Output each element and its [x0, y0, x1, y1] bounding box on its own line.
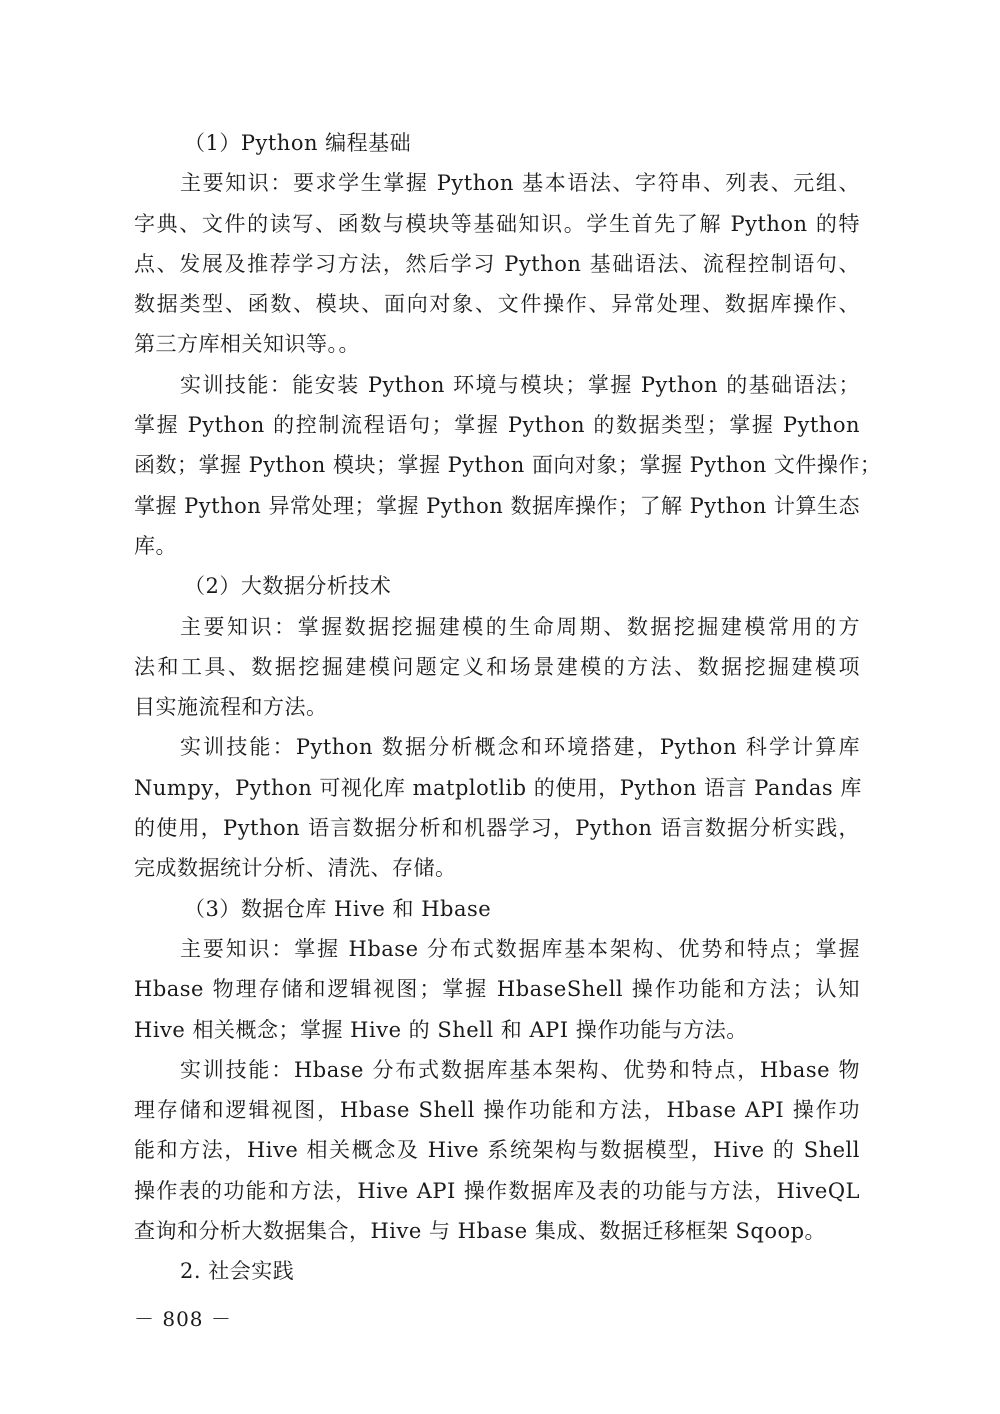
paragraph-bigdata-skills [134, 727, 860, 888]
text-line: 能和方法，Hive 相关概念及 Hive 系统架构与数据模型，Hive 的 Shell [134, 1138, 860, 1163]
paragraph-hive-knowledge [134, 929, 860, 1050]
text-line: 理存储和逻辑视图，Hbase Shell 操作功能和方法，Hbase API 操作功 [134, 1098, 860, 1123]
text-line: 函数；掌握 Python 模块；掌握 Python 面向对象；掌握 Python 文件操作； [134, 453, 882, 478]
page-number: － 808 － [134, 1307, 232, 1331]
paragraph-bigdata-knowledge [134, 607, 860, 728]
text-line: 主要知识：掌握数据挖掘建模的生命周期、数据挖掘建模常用的方 [180, 614, 860, 639]
text-line: 掌握 Python 的控制流程语句；掌握 Python 的数据类型；掌握 Python [134, 413, 860, 438]
section-heading-hive-hbase: （3）数据仓库 Hive 和 Hbase [184, 896, 492, 921]
text-line: Hbase 物理存储和逻辑视图；掌握 HbaseShell 操作功能和方法；认知 [134, 977, 860, 1002]
text-line: 掌握 Python 异常处理；掌握 Python 数据库操作；了解 Python 计算生态 [134, 493, 860, 518]
text-line: 点、发展及推荐学习方法，然后学习 Python 基础语法、流程控制语句、 [134, 251, 860, 276]
text-line: 实训技能：能安装 Python 环境与模块；掌握 Python 的基础语法； [180, 372, 860, 397]
text-line: 完成数据统计分析、清洗、存储。 [134, 856, 457, 881]
text-line: 查询和分析大数据集合，Hive 与 Hbase 集成、数据迁移框架 Sqoop。 [134, 1219, 827, 1244]
paragraph-hive-skills [134, 1050, 860, 1251]
text-line: 实训技能：Python 数据分析概念和环境搭建，Python 科学计算库 [180, 735, 860, 760]
text-line: 法和工具、数据挖掘建模问题定义和场景建模的方法、数据挖掘建模项 [134, 654, 860, 679]
section-heading-python: （1）Python 编程基础 [184, 131, 412, 155]
text-line: 目实施流程和方法。 [134, 695, 328, 720]
text-line: 主要知识：要求学生掌握 Python 基本语法、字符串、列表、元组、 [180, 171, 860, 196]
text-line: Hive 相关概念；掌握 Hive 的 Shell 和 API 操作功能与方法。 [134, 1017, 748, 1042]
text-line: 库。 [134, 533, 177, 558]
paragraph-python-skills [134, 365, 882, 566]
text-line: 第三方库相关知识等。。 [134, 332, 360, 357]
text-line: 操作表的功能和方法，Hive API 操作数据库及表的功能与方法，HiveQL [134, 1178, 860, 1203]
text-line: 字典、文件的读写、函数与模块等基础知识。学生首先了解 Python 的特 [134, 211, 860, 236]
document-body [134, 123, 882, 1292]
text-line: Numpy，Python 可视化库 matplotlib 的使用，Python 语言 Pandas 库 [134, 775, 862, 800]
section-heading-bigdata: （2）大数据分析技术 [184, 574, 392, 599]
section-heading-social-practice: 2. 社会实践 [180, 1259, 295, 1284]
paragraph-python-knowledge [134, 163, 860, 364]
text-line: 主要知识：掌握 Hbase 分布式数据库基本架构、优势和特点；掌握 [180, 936, 860, 961]
text-line: 实训技能：Hbase 分布式数据库基本架构、优势和特点，Hbase 物 [180, 1057, 860, 1082]
text-line: 的使用，Python 语言数据分析和机器学习，Python 语言数据分析实践， [134, 816, 860, 841]
text-line: 数据类型、函数、模块、面向对象、文件操作、异常处理、数据库操作、 [134, 292, 860, 317]
